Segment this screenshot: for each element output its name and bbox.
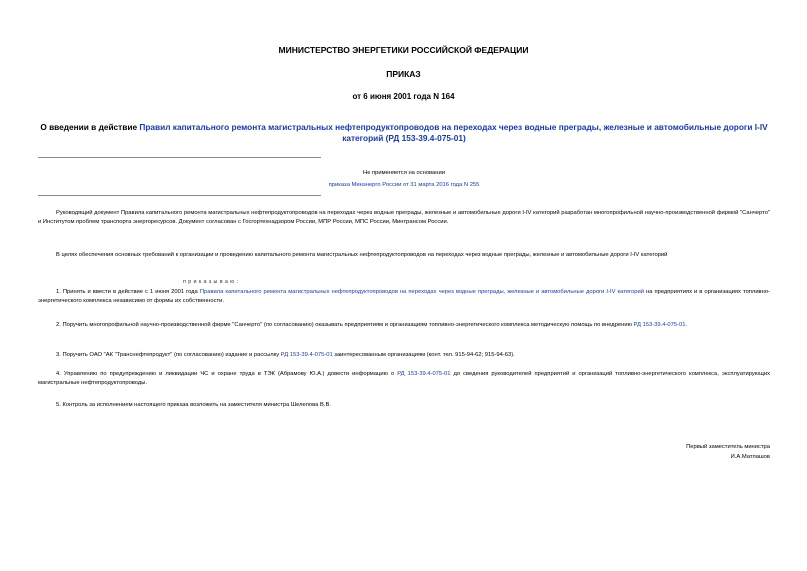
order-item-1-text: 1. Принять и ввести в действие с 1 июня 2001 года bbox=[56, 289, 200, 295]
order-item-4-text: 4. Управлению по предупреждению и ликвидации ЧС и охране труда в ТЭК (Абрамову Ю.А.) довести информацию о bbox=[56, 371, 398, 377]
title-link[interactable]: Правил капитального ремонта магистральных нефтепродуктопроводов на переходах через водные преграды, железные и автомобильные дороги I-IV категорий (РД 153-39.4-075-01) bbox=[139, 122, 768, 143]
order-item-1-tail: на предприятиях и в организациях топливно-энергетического комплекса независимо от формы их собственности. bbox=[38, 289, 770, 305]
order-item-4 bbox=[38, 370, 770, 389]
divider-top bbox=[38, 157, 321, 158]
order-item-5: 5. Контроль за исполнением настоящего приказа возложить на заместителя министра Шелепова В.В. bbox=[56, 402, 331, 408]
orders-label: п р и к а з ы в а ю : bbox=[183, 279, 239, 285]
order-item-2-link[interactable]: РД 153-39.4-075-01 bbox=[633, 322, 686, 328]
divider-bottom bbox=[38, 195, 321, 196]
order-item-4-link[interactable]: РД 153-39.4-075-01 bbox=[397, 371, 451, 377]
order-item-1-link[interactable]: Правила капитального ремонта магистральных нефтепродуктопроводов на переходах через водные преграды, железные и автомобильные дороги I-IV категорий bbox=[199, 289, 644, 295]
document-title bbox=[38, 122, 770, 144]
order-item-3 bbox=[38, 351, 770, 360]
signatory-position: Первый заместитель министра bbox=[686, 444, 770, 450]
order-item-1 bbox=[38, 288, 770, 307]
order-item-2-tail: . bbox=[685, 322, 688, 328]
order-item-2 bbox=[38, 321, 770, 330]
order-item-2-text: 2. Поручить многопрофильной научно-производственной фирме "Санчерто" (по согласованию) оказывать предприятиям и организациям топливно-энергетического комплекса методическую помощь по внедрению bbox=[56, 322, 634, 328]
doc-type-heading: ПРИКАЗ bbox=[386, 69, 421, 79]
ministry-heading: МИНИСТЕРСТВО ЭНЕРГЕТИКИ РОССИЙСКОЙ ФЕДЕРАЦИИ bbox=[278, 45, 529, 55]
paragraph-purpose: В целях обеспечения основных требований к организации и проведению капитального ремонта магистральных нефтепродуктопроводов на переходах через водные преграды, железные и автомобильные дороги I-IV категорий bbox=[56, 252, 668, 258]
date-number: от 6 июня 2001 года N 164 bbox=[352, 92, 455, 101]
signature-block bbox=[570, 443, 770, 462]
paragraph-intro: Руководящий документ Правила капитального ремонта магистральных нефтепродуктопроводов на переходах через водные преграды, железные и автомобильные дороги I-IV категорий разработан многопрофильной научно-производственной фирмой "Санчерто" и Институтом проблем транспорта энергоресурсов. Документ согласован с Госгортехнадзором России, МПР России, МПС России, Минтрансом России. bbox=[38, 210, 770, 226]
title-prefix: О введении в действие bbox=[40, 122, 140, 132]
order-item-4-tail: до сведения руководителей предприятий и организаций топливно-энергетического комплекса, эксплуатирующих магистральные нефтепродуктопроводы. bbox=[38, 371, 771, 387]
order-item-3-text: 3. Поручить ОАО "АК "Транснефтепродукт" (по согласованию) издание и рассылку bbox=[56, 352, 281, 358]
order-item-3-tail: заинтересованным организациям (конт. тел. 915-94-62; 915-94-63). bbox=[332, 352, 515, 358]
signatory-name: И.А.Матлашов bbox=[730, 453, 770, 460]
order-item-3-link[interactable]: РД 153-39.4-075-01 bbox=[280, 352, 333, 358]
notice-link[interactable]: приказа Минэнерго России от 31 марта 2016 года N 255 bbox=[328, 182, 480, 188]
notice-line: Не применяется на основании bbox=[363, 170, 445, 176]
